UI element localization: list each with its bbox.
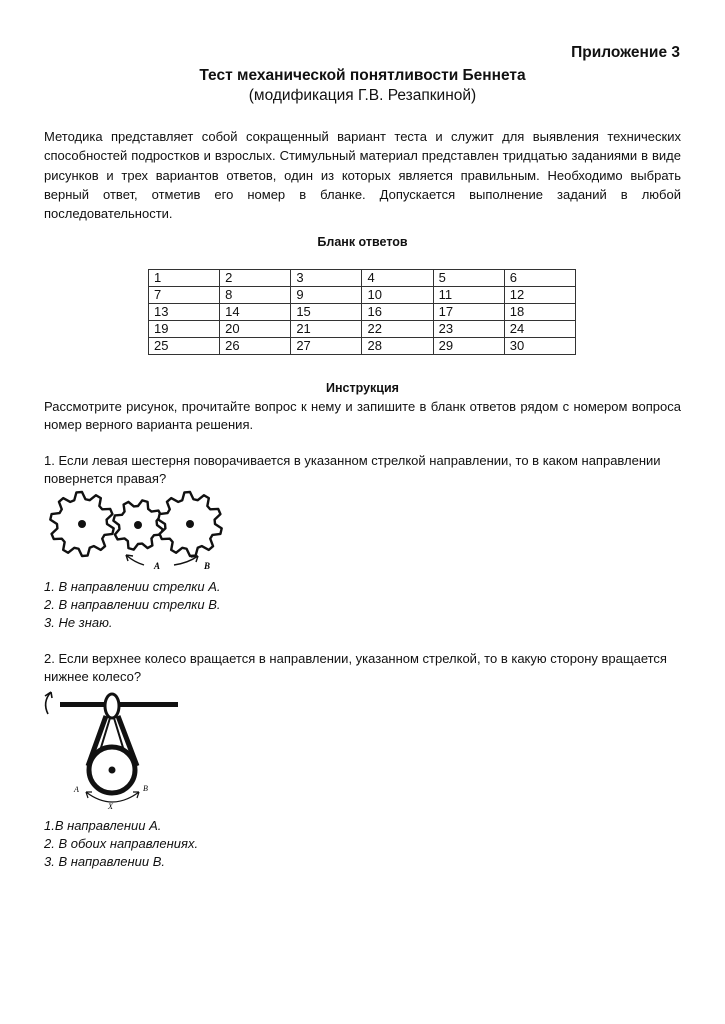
document-title: Тест механической понятливости Беннета: [199, 67, 526, 84]
question-2-option: 2. В обоих направлениях.: [44, 836, 199, 851]
answer-cell: 7: [149, 287, 220, 304]
answer-cell: 17: [433, 304, 504, 321]
answer-cell: 12: [504, 287, 575, 304]
question-1-options: [44, 578, 221, 632]
answer-cell: 1: [149, 270, 220, 287]
answer-cell: 28: [362, 338, 433, 355]
question-1-text: 1. Если левая шестерня поворачивается в указанном стрелкой направлении, то в каком направлении повернется правая?: [44, 453, 661, 486]
gear-label-b: B: [204, 561, 211, 571]
answer-row: [149, 304, 576, 321]
gear-axle: [186, 520, 194, 528]
instruction-text: Рассмотрите рисунок, прочитайте вопрос к нему и запишите в бланк ответов рядом с номером вопроса номер верного варианта решения.: [44, 399, 681, 432]
pulley-label-x: X: [108, 802, 113, 811]
answer-cell: 8: [220, 287, 291, 304]
answer-cell: 26: [220, 338, 291, 355]
question-2-option: 3. В направлении В.: [44, 854, 166, 869]
question-1-option: 1. В направлении стрелки А.: [44, 579, 221, 594]
answer-cell: 21: [291, 321, 362, 338]
answer-cell: 6: [504, 270, 575, 287]
answer-cell: 23: [433, 321, 504, 338]
appendix-label: Приложение 3: [571, 44, 680, 61]
answer-cell: 3: [291, 270, 362, 287]
arrow-a: [126, 555, 144, 565]
answer-cell: 18: [504, 304, 575, 321]
answer-row: [149, 270, 576, 287]
answer-sheet-table: [148, 269, 576, 355]
question-2-option: 1.В направлении А.: [44, 818, 162, 833]
pulley-figure: [40, 688, 180, 814]
question-2-text: 2. Если верхнее колесо вращается в направлении, указанном стрелкой, то в какую сторону вращается нижнее колесо?: [44, 651, 667, 684]
gear-label-a: A: [154, 561, 161, 571]
answer-cell: 11: [433, 287, 504, 304]
answer-cell: 29: [433, 338, 504, 355]
answer-row: [149, 287, 576, 304]
question-1-option: 2. В направлении стрелки В.: [44, 597, 221, 612]
answer-cell: 16: [362, 304, 433, 321]
answer-row: [149, 321, 576, 338]
gear-axle: [134, 521, 142, 529]
arrow-b: [174, 556, 198, 565]
answer-cell: 13: [149, 304, 220, 321]
answer-cell: 9: [291, 287, 362, 304]
answer-cell: 5: [433, 270, 504, 287]
answer-cell: 22: [362, 321, 433, 338]
pulley-label-a: A: [74, 785, 79, 794]
question-1-option: 3. Не знаю.: [44, 615, 113, 630]
pulley-label-b: B: [143, 784, 148, 793]
left-gear: [50, 492, 113, 556]
gear-axle: [78, 520, 86, 528]
answer-cell: 19: [149, 321, 220, 338]
answer-cell: 2: [220, 270, 291, 287]
right-gear: [158, 492, 221, 556]
instruction-title: Инструкция: [326, 381, 399, 395]
answer-cell: 27: [291, 338, 362, 355]
answer-cell: 15: [291, 304, 362, 321]
question-2-options: [44, 817, 198, 871]
answer-cell: 24: [504, 321, 575, 338]
document-subtitle: (модификация Г.В. Резапкиной): [248, 87, 477, 104]
answer-cell: 25: [149, 338, 220, 355]
answer-cell: 14: [220, 304, 291, 321]
intro-paragraph: Методика представляет собой сокращенный вариант теста и служит для выявления технических способностей подростков и взрослых. Стимульный материал представлен тридцатью заданиями в виде рисунков и трех вариантов ответов, один из которых является правильным. Необходимо выбрать верный ответ, отметив его номер в бланке. Допускается выполнение заданий в любой последовательности.: [44, 129, 681, 222]
bottom-wheel-axle: [109, 767, 116, 774]
answer-cell: 4: [362, 270, 433, 287]
answer-cell: 30: [504, 338, 575, 355]
middle-gear: [113, 500, 162, 549]
answer-cell: 10: [362, 287, 433, 304]
top-wheel: [105, 694, 119, 718]
answer-cell: 20: [220, 321, 291, 338]
gears-figure: [44, 489, 244, 573]
answer-sheet-title: Бланк ответов: [317, 235, 408, 249]
answer-row: [149, 338, 576, 355]
